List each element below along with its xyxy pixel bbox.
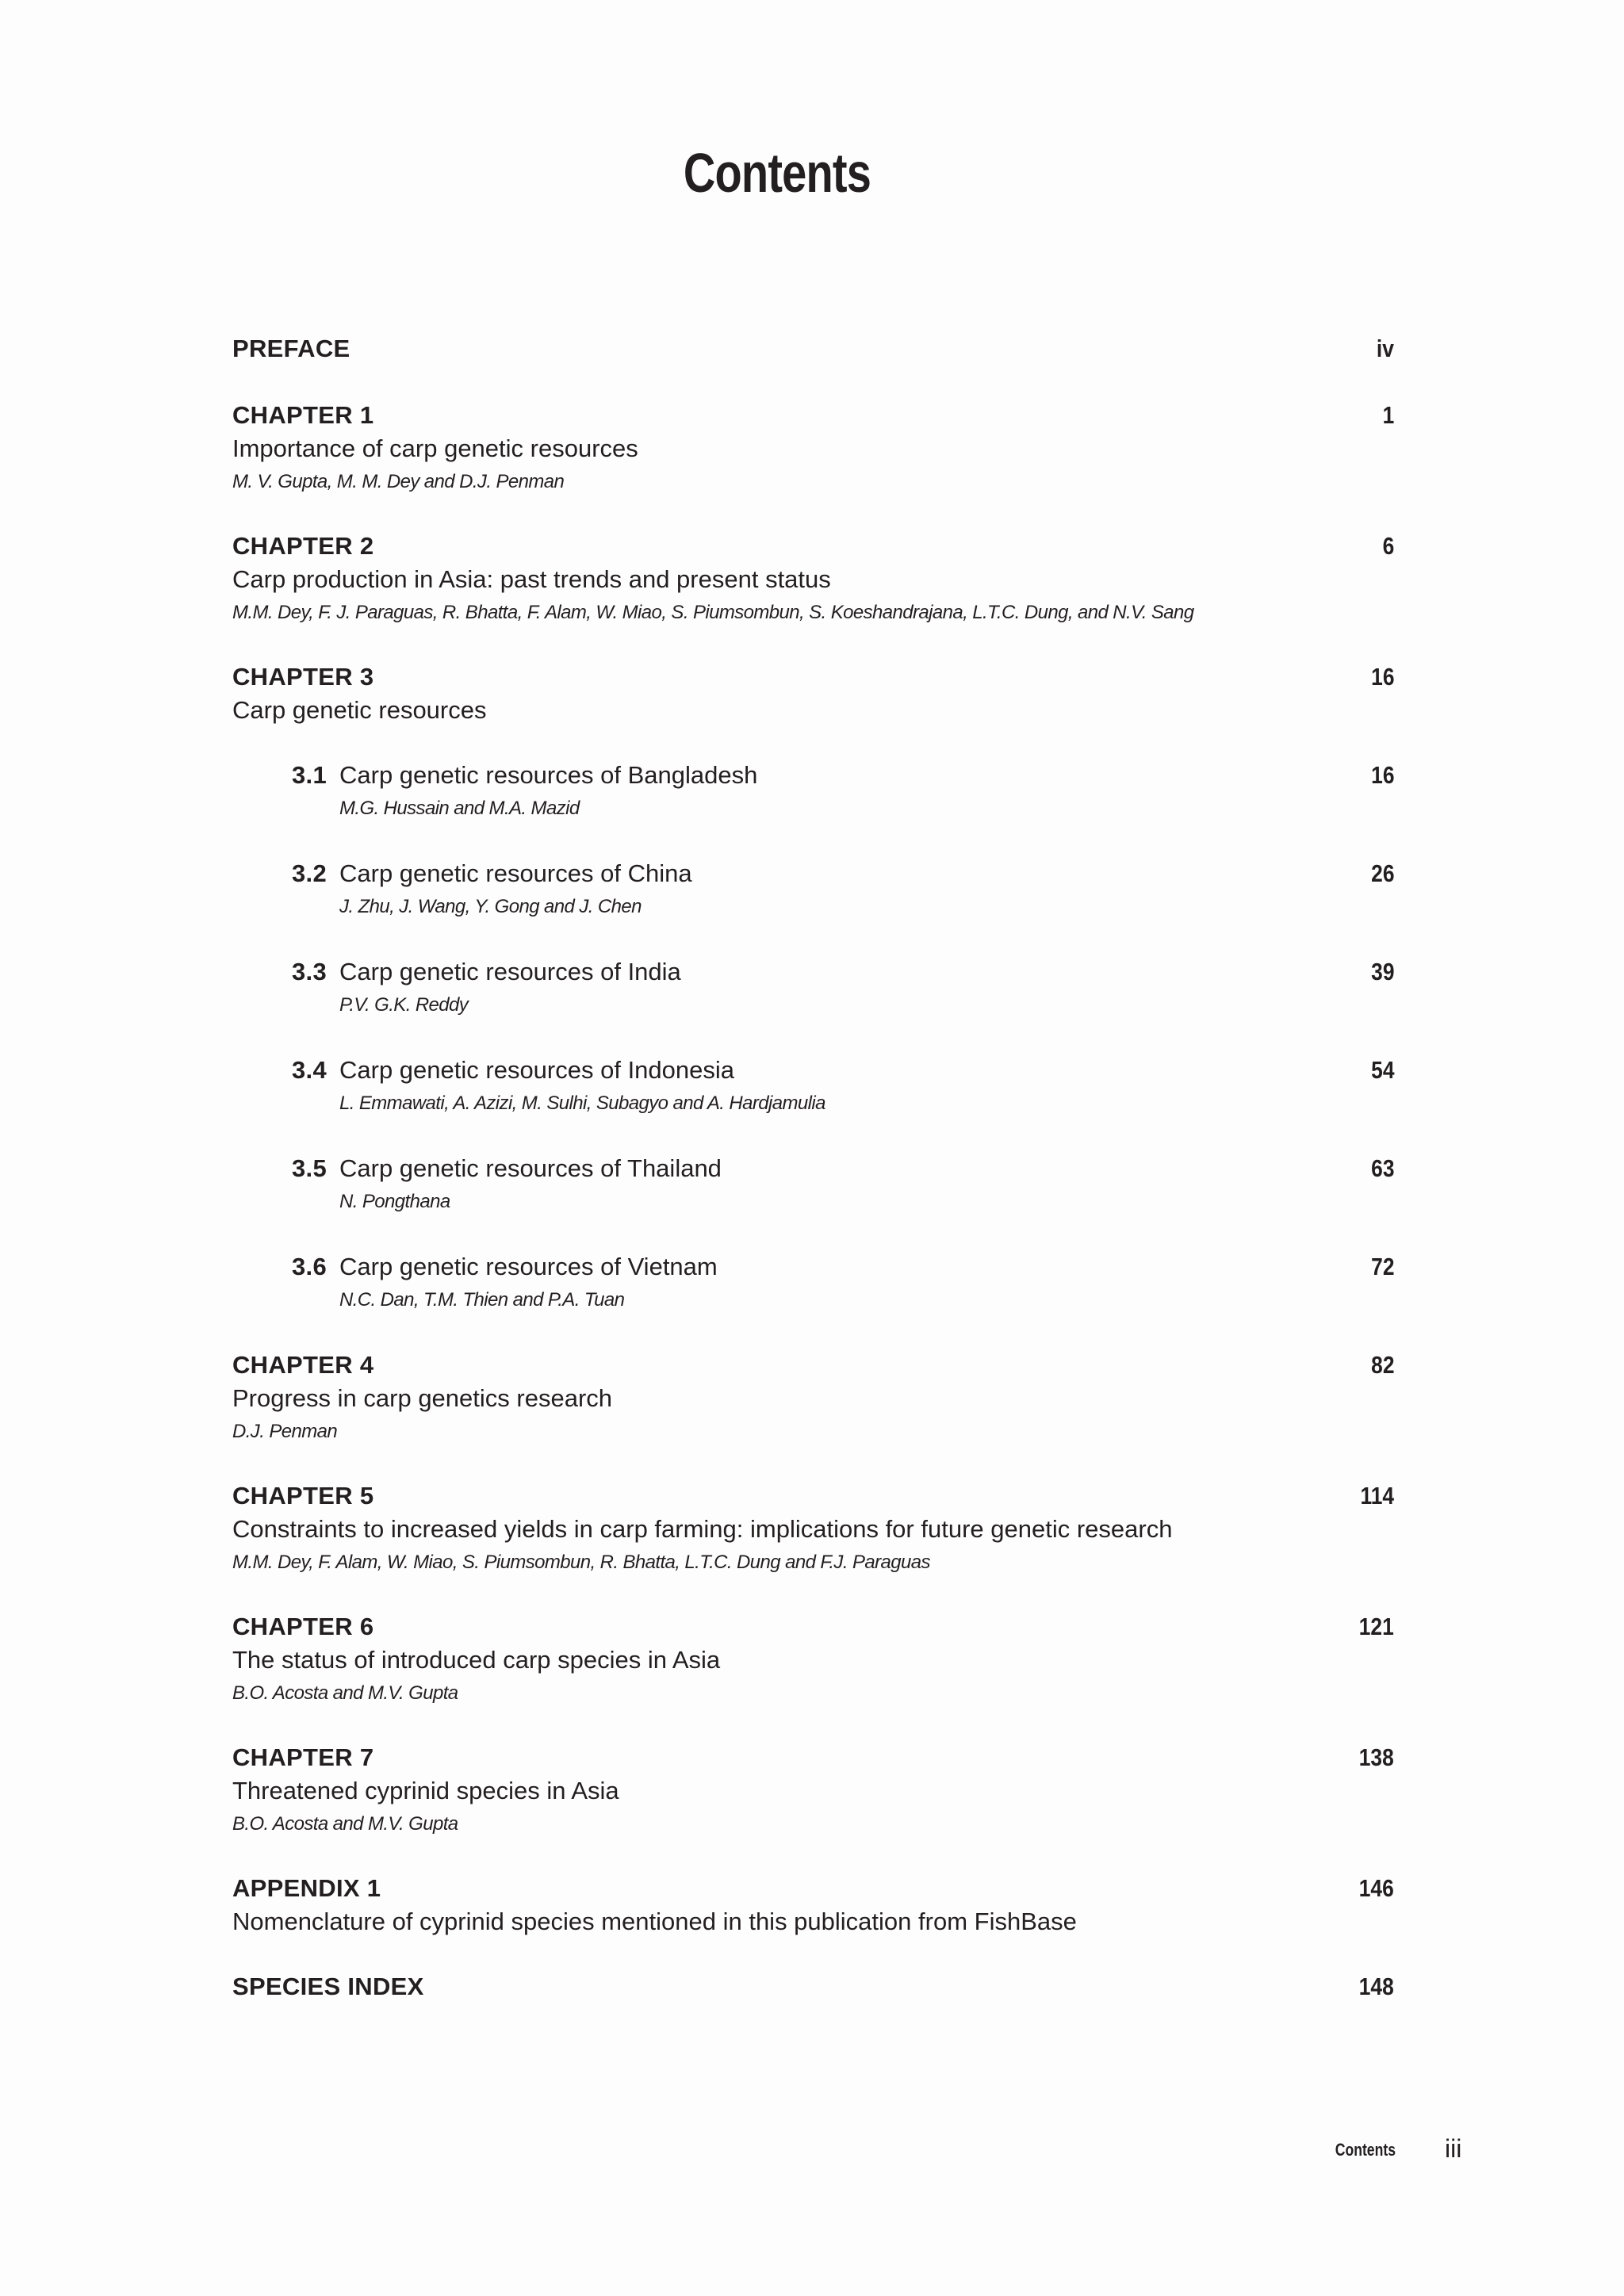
entry-label: SPECIES INDEX — [232, 1973, 424, 2000]
entry-page-number: 16 — [1370, 761, 1394, 789]
entry-title: Threatened cyprinid species in Asia — [232, 1777, 619, 1804]
entry-authors: D.J. Penman — [232, 1421, 338, 1442]
entry-label: CHAPTER 6 — [232, 1613, 374, 1640]
entry-title: Carp genetic resources of Indonesia — [339, 1056, 735, 1084]
toc-entry-section-3-5 — [292, 1152, 1394, 1219]
entry-authors: J. Zhu, J. Wang, Y. Gong and J. Chen — [339, 896, 642, 917]
entry-title: Importance of carp genetic resources — [232, 434, 638, 462]
toc-entry-chapter-7 — [232, 1741, 1394, 1841]
entry-page-number: 16 — [1370, 663, 1394, 691]
entry-label: CHAPTER 4 — [232, 1351, 374, 1379]
entry-label: 3.6 — [292, 1253, 327, 1280]
entry-page-number: iv — [1377, 335, 1394, 362]
toc-entry-section-3-3 — [292, 955, 1394, 1022]
entry-label: CHAPTER 3 — [232, 663, 374, 691]
entry-title: Constraints to increased yields in carp farming: implications for future genetic research — [232, 1515, 1173, 1543]
toc-entry-chapter-4 — [232, 1349, 1394, 1448]
entry-title: The status of introduced carp species in Asia — [232, 1646, 721, 1674]
toc-entry-preface — [232, 332, 1394, 365]
entry-label: 3.5 — [292, 1154, 327, 1182]
entry-title: Progress in carp genetics research — [232, 1384, 613, 1412]
entry-label: 3.4 — [292, 1056, 327, 1084]
entry-authors: M.M. Dey, F. Alam, W. Miao, S. Piumsombun, R. Bhatta, L.T.C. Dung and F.J. Paraguas — [232, 1552, 930, 1573]
entry-page-number: 1 — [1382, 401, 1394, 429]
toc-entry-chapter-6 — [232, 1610, 1394, 1710]
entry-title: Carp genetic resources of Thailand — [339, 1154, 722, 1182]
toc-entry-section-3-6 — [292, 1250, 1394, 1317]
entry-authors: L. Emmawati, A. Azizi, M. Sulhi, Subagyo and A. Hardjamulia — [339, 1093, 825, 1114]
entry-page-number: 72 — [1370, 1253, 1394, 1280]
toc-entry-chapter-3 — [232, 660, 1394, 727]
entry-page-number: 39 — [1370, 958, 1394, 985]
toc-entry-section-3-4 — [292, 1054, 1394, 1120]
entry-authors: B.O. Acosta and M.V. Gupta — [232, 1813, 458, 1835]
entry-page-number: 54 — [1370, 1056, 1394, 1084]
toc-entry-section-3-2 — [292, 857, 1394, 924]
page-title: Contents — [683, 142, 871, 204]
entry-title: Carp production in Asia: past trends and present status — [232, 565, 831, 593]
toc-entry-species-index — [232, 1970, 1394, 2003]
toc-entry-chapter-1 — [232, 399, 1394, 499]
toc-entry-appendix-1 — [232, 1872, 1394, 1938]
entry-page-number: 121 — [1359, 1613, 1394, 1640]
entry-label: APPENDIX 1 — [232, 1874, 381, 1902]
entry-authors: M.M. Dey, F. J. Paraguas, R. Bhatta, F. Alam, W. Miao, S. Piumsombun, S. Koeshandrajana, L.T.C. Dung, and N.V. Sang — [232, 602, 1194, 623]
entry-page-number: 114 — [1360, 1482, 1394, 1510]
toc-entry-chapter-5 — [232, 1479, 1394, 1579]
entry-authors: M.G. Hussain and M.A. Mazid — [339, 798, 580, 819]
running-footer-label: Contents — [1335, 2140, 1396, 2160]
entry-label: 3.1 — [292, 761, 327, 789]
toc-entry-section-3-1 — [292, 759, 1394, 825]
entry-page-number: 26 — [1370, 859, 1394, 887]
entry-page-number: 82 — [1370, 1351, 1394, 1379]
entry-title: Carp genetic resources of India — [339, 958, 681, 985]
folio-page-number: iii — [1445, 2134, 1462, 2163]
entry-authors: P.V. G.K. Reddy — [339, 994, 469, 1016]
entry-page-number: 146 — [1359, 1874, 1394, 1902]
entry-authors: M. V. Gupta, M. M. Dey and D.J. Penman — [232, 471, 565, 492]
entry-page-number: 63 — [1370, 1154, 1394, 1182]
entry-title: Carp genetic resources — [232, 696, 487, 724]
entry-title: Nomenclature of cyprinid species mentioned in this publication from FishBase — [232, 1908, 1077, 1935]
entry-page-number: 138 — [1359, 1743, 1394, 1771]
entry-label: CHAPTER 1 — [232, 401, 374, 429]
toc-entry-chapter-2 — [232, 530, 1394, 629]
entry-label: CHAPTER 7 — [232, 1743, 374, 1771]
entry-label: 3.3 — [292, 958, 327, 985]
entry-label: 3.2 — [292, 859, 327, 887]
entry-page-number: 6 — [1382, 532, 1394, 560]
entry-authors: B.O. Acosta and M.V. Gupta — [232, 1682, 458, 1704]
entry-title: Carp genetic resources of China — [339, 859, 692, 887]
entry-label: PREFACE — [232, 335, 350, 362]
entry-label: CHAPTER 5 — [232, 1482, 374, 1510]
entry-title: Carp genetic resources of Vietnam — [339, 1253, 718, 1280]
entry-title: Carp genetic resources of Bangladesh — [339, 761, 758, 789]
entry-authors: N. Pongthana — [339, 1191, 450, 1212]
entry-page-number: 148 — [1359, 1973, 1394, 2000]
entry-label: CHAPTER 2 — [232, 532, 374, 560]
entry-authors: N.C. Dan, T.M. Thien and P.A. Tuan — [339, 1289, 625, 1311]
